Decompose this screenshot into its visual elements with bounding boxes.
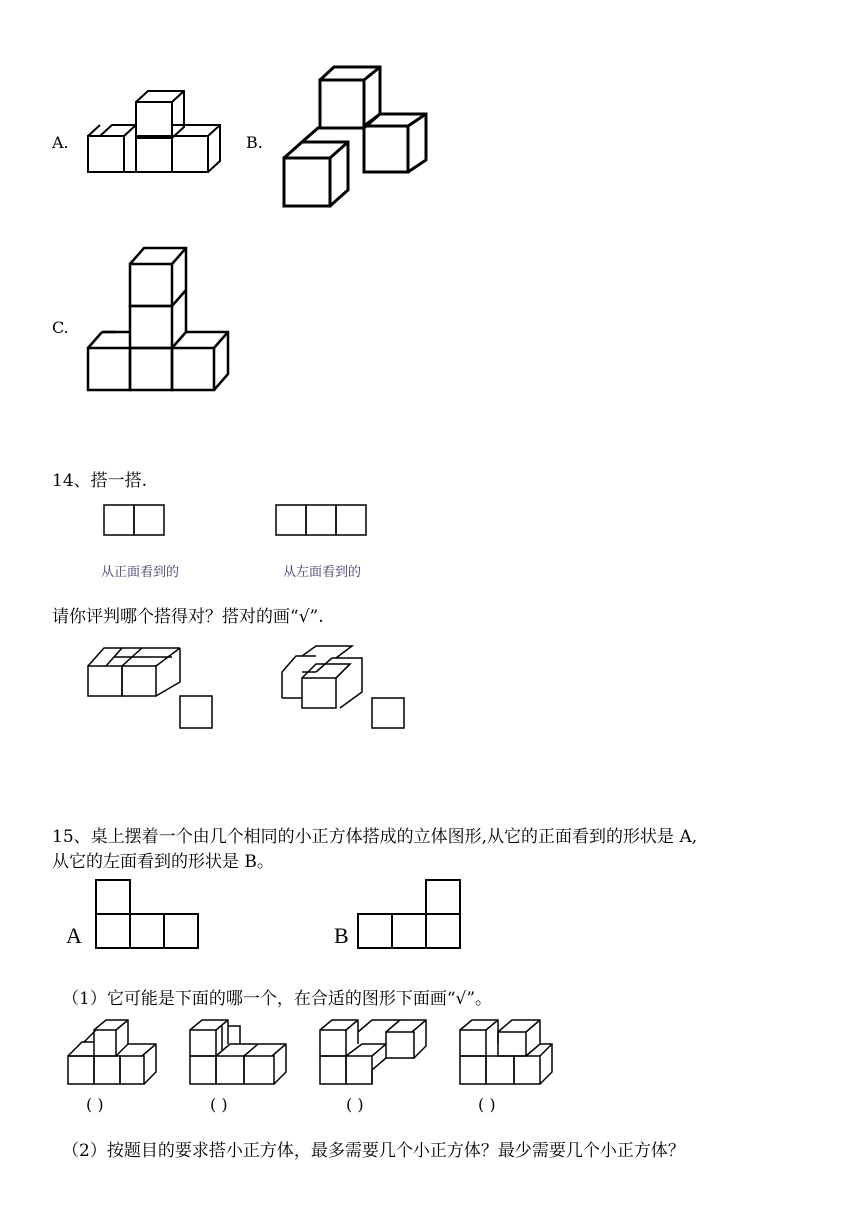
question-15-sub-2: （2）按题目的要求搭小正方体，最多需要几个小正方体？最少需要几个小正方体？ — [62, 1141, 685, 1161]
option-b-label: B. — [246, 133, 263, 152]
left-view-diagram — [274, 503, 368, 537]
question-15-line-1: 15、桌上摆着一个由几个相同的小正方体搭成的立体图形,从它的正面看到的形状是 A, — [52, 827, 698, 847]
q15-answer-slot-1[interactable]: ( ) — [86, 1095, 104, 1114]
option-a-label: A. — [52, 133, 69, 152]
q14-candidate-2 — [276, 642, 416, 732]
q15-answer-slot-4[interactable]: ( ) — [478, 1095, 496, 1114]
front-view-caption: 从正面看到的 — [101, 565, 180, 580]
cube-figure-c — [80, 240, 240, 400]
q14-candidate-1 — [84, 642, 224, 732]
question-14-title: 14、搭一搭. — [52, 471, 148, 491]
option-c-label: C. — [52, 318, 69, 337]
question-14-instruction: 请你评判哪个搭得对？搭对的画“√”. — [52, 607, 324, 627]
q15-answer-slot-3[interactable]: ( ) — [346, 1095, 364, 1114]
view-a-diagram — [94, 878, 200, 950]
view-b-label: B — [334, 923, 349, 948]
view-b-diagram — [356, 878, 462, 950]
question-15-sub-1: （1）它可能是下面的哪一个，在合适的图形下面画“√”。 — [62, 989, 493, 1009]
q15-answer-slot-2[interactable]: ( ) — [210, 1095, 228, 1114]
cube-figure-b — [276, 62, 446, 212]
front-view-diagram — [102, 503, 166, 537]
q15-candidate-4 — [458, 1016, 558, 1088]
q15-candidate-1 — [66, 1016, 166, 1088]
q15-candidate-2 — [188, 1016, 292, 1088]
q15-candidate-3 — [318, 1016, 430, 1088]
question-15-line-2: 从它的左面看到的形状是 B。 — [52, 852, 274, 872]
view-a-label: A — [66, 923, 82, 948]
left-view-caption: 从左面看到的 — [283, 565, 362, 580]
cube-figure-a — [80, 82, 230, 192]
